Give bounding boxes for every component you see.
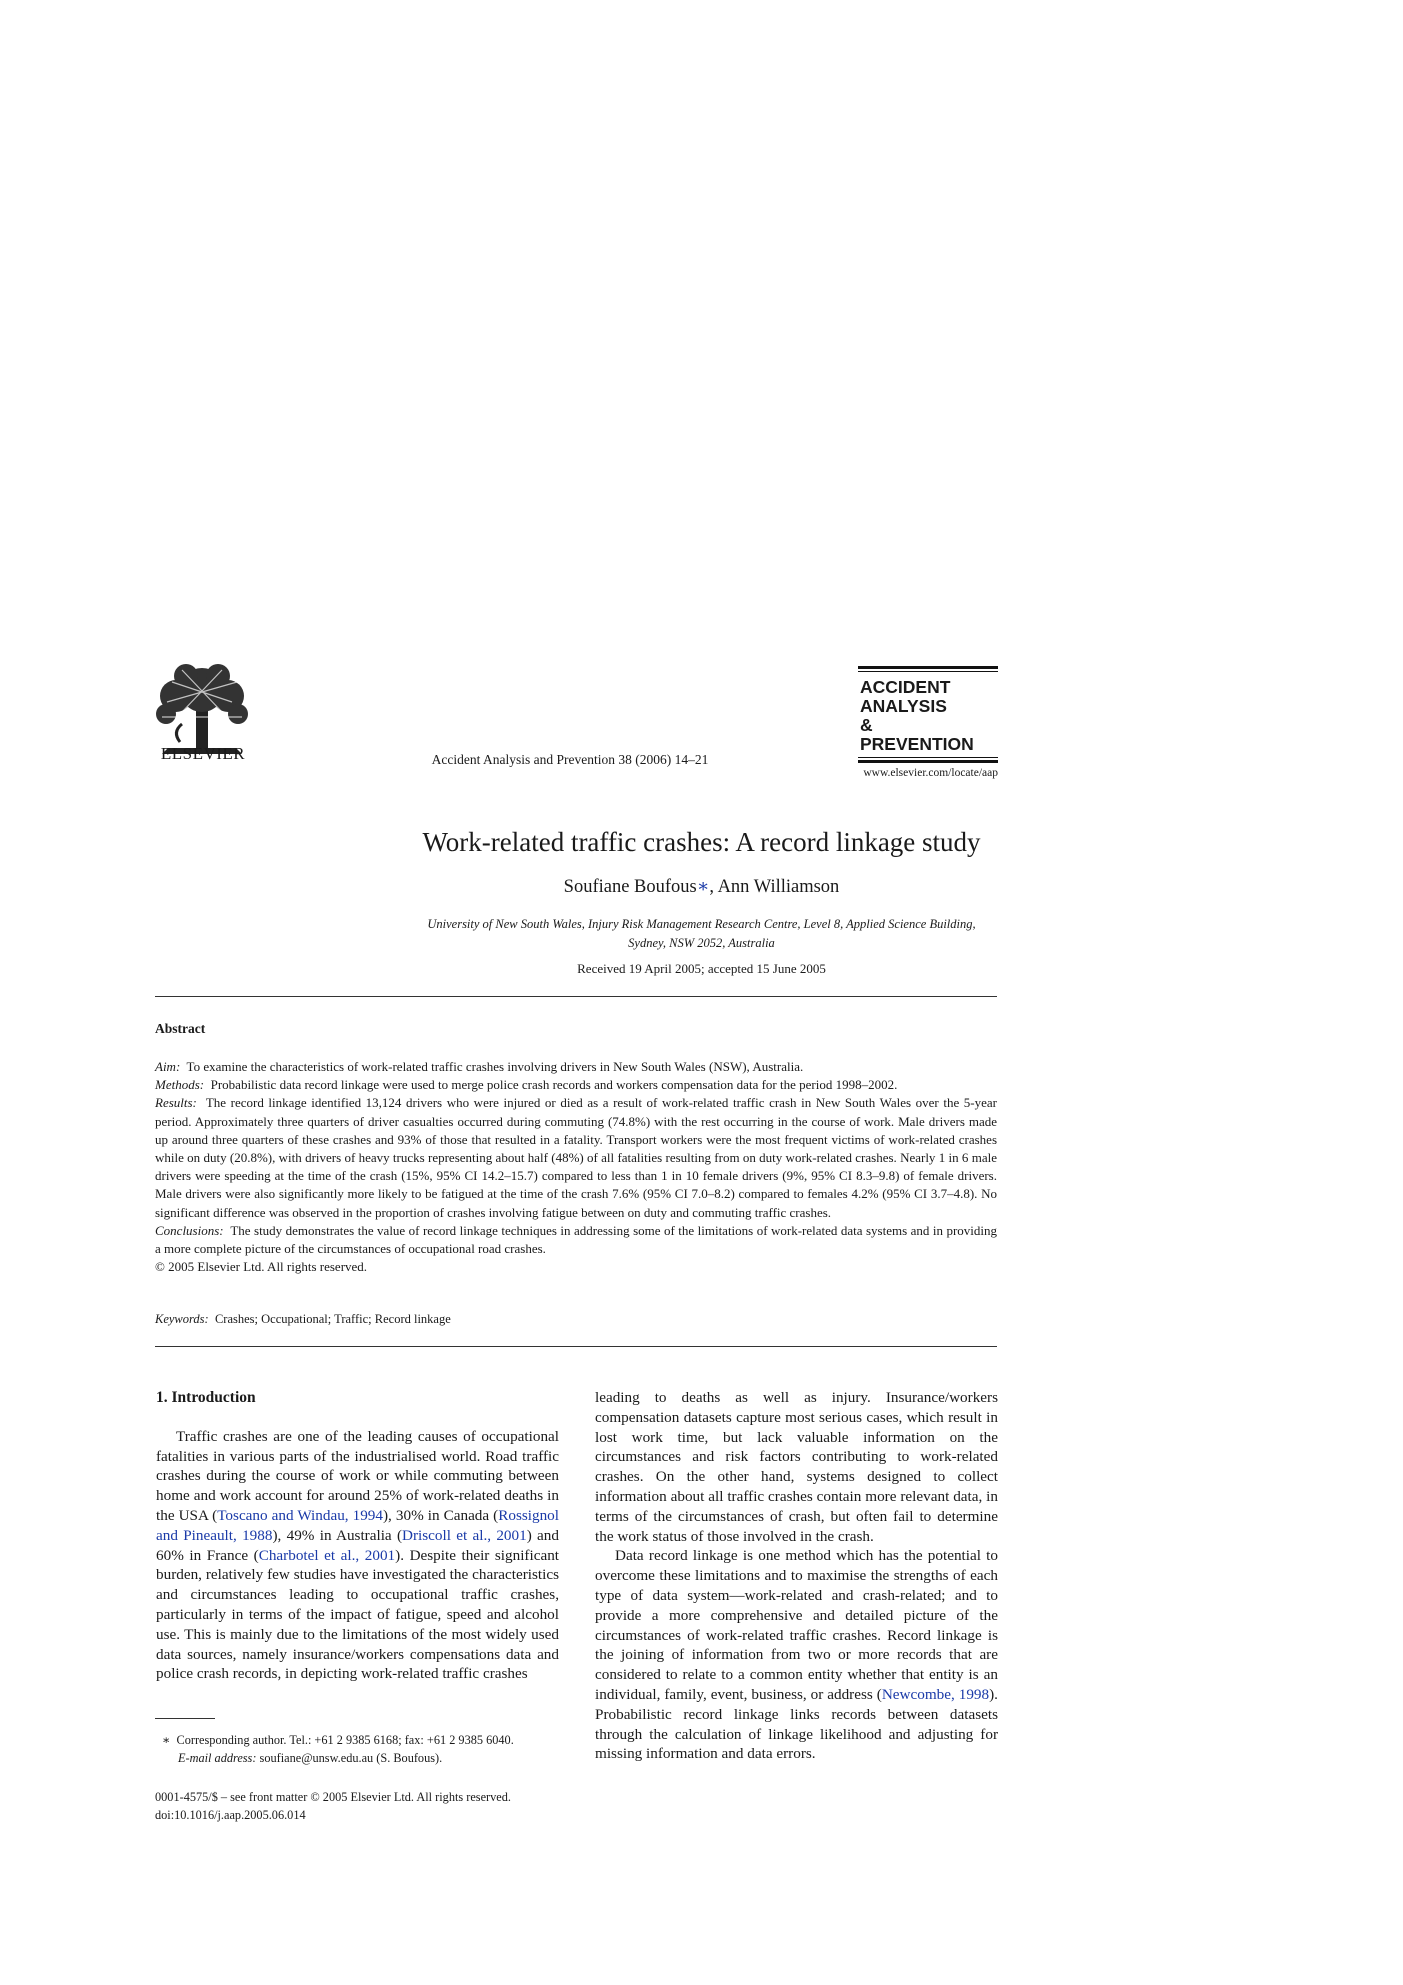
footnote [162, 1732, 582, 1767]
abstract-methods [155, 1076, 997, 1094]
keywords [155, 1312, 997, 1327]
author-list [200, 876, 1203, 898]
abstract-text: The record linkage identified 13,124 drivers who were injured or died as a result of work-related traffic crash in New South Wales over the 5-year period. Approximately three quarters of driver casualties occurred during commuting (74.8%) with the rest occurring in the course of work. Male drivers made up around three quarters of these crashes and 93% of those that resulted in a fatality. Transport workers were the most frequent victims of work-related crashes while on duty (20.8%), with drivers of heavy trucks representing about half (48%) of all fatalities resulting from on duty work-related crashes. Nearly 1 in 6 male drivers were speeding at the time of the crash (15%, 95% CI 14.2–15.7) compared to less than 1 in 10 female drivers (9%, 95% CI 8.3–9.8) of female drivers. Male drivers were also significantly more likely to be fatigued at the time of the crash 7.6% (95% CI 7.0–8.2) compared to females 4.2% (95% CI 3.7–4.8). No significant difference was observed in the proportion of crashes involving fatigue between on duty and commuting traffic crashes. [155, 1095, 998, 1220]
paragraph-text: Data record linkage is one method which has the potential to overcome these limitations and to maximise the strengths of each type of data system—work-related and crash-related; and to provide a more comprehensive and detailed picture of the circumstances of work-related traffic crashes. Record linkage is the joining of information from two or more records that are considered to relate to a common entity whether that entity is an individual, family, event, business, or address ( [595, 1547, 998, 1703]
paragraph-text: ). Despite their significant burden, relatively few studies have investigated the characteristics and circumstances leading to occupational traffic crashes, particularly in terms of the impact of fatigue, speed and alcohol use. This is mainly due to the limitations of the most widely used data sources, namely insurance/workers compensations data and police crash records, in depicting work-related traffic crashes [156, 1546, 560, 1683]
received-dates: Received 19 April 2005; accepted 15 June 2005 [577, 961, 826, 976]
brand-line-1: ACCIDENT [860, 677, 951, 697]
paragraph-text: ). Probabilistic record linkage links records between datasets through the calculation of linkage likelihood and adjusting for missing information and data errors. [595, 1685, 998, 1763]
abstract-text: The study demonstrates the value of record linkage techniques in addressing some of the limitations of work-related data systems and in providing a more complete picture of the circumstances of occupational road crashes. [155, 1222, 997, 1257]
journal-url[interactable]: www.elsevier.com/locate/aap [863, 767, 998, 779]
author-name: , Ann Williamson [709, 877, 840, 897]
abstract-aim [155, 1058, 997, 1076]
abstract-text: Probabilistic data record linkage were used to merge police crash records and workers compensation data for the period 1998–2002. [210, 1077, 898, 1093]
email-label: E-mail address: [178, 1750, 257, 1765]
email-address[interactable]: soufiane@unsw.edu.au (S. Boufous). [259, 1750, 443, 1765]
right-column [595, 1388, 998, 1764]
abstract-label: Results: [155, 1095, 197, 1111]
brand-rule-top-thin [858, 671, 998, 672]
abstract-results [155, 1094, 997, 1221]
abstract-body [155, 1058, 997, 1276]
publisher-name: ELSEVIER [160, 744, 246, 763]
abstract-copyright: © 2005 Elsevier Ltd. All rights reserved. [155, 1259, 368, 1275]
abstract-heading: Abstract [155, 1021, 206, 1036]
brand-line-2: ANALYSIS [860, 696, 947, 716]
issn-line: 0001-4575/$ – see front matter © 2005 Elsevier Ltd. All rights reserved. [155, 1790, 511, 1804]
abstract-label: Aim: [155, 1059, 181, 1074]
left-column [156, 1388, 559, 1684]
paragraph: leading to deaths as well as injury. Insurance/workers compensation datasets capture most serious cases, which result in lost work time, but lack valuable information on the circumstances and risk factors contributing to work-related crashes. On the other hand, systems designed to collect information about all traffic crashes contain more relevant data, in terms of the circumstances of crash, but often fail to determine the work status of those involved in the crash. [595, 1389, 998, 1545]
footnote-line [162, 1732, 582, 1750]
article-title: Work-related traffic crashes: A record linkage study [422, 827, 981, 857]
keywords-label: Keywords: [155, 1312, 209, 1326]
section-heading: 1. Introduction [156, 1389, 256, 1406]
footnote-divider [155, 1718, 215, 1719]
paragraph-text: Traffic crashes are one of the leading causes of occupational fatalities in various parts of the industrialised world. Road traffic crashes during the course of work or while commuting between home and work account for around 25% of work-related deaths in the USA ( [156, 1427, 559, 1524]
brand-rule-top [858, 666, 998, 669]
citation-link[interactable]: Driscoll et al., 2001 [402, 1526, 527, 1544]
corresponding-author-note: Corresponding author. Tel.: +61 2 9385 6168; fax: +61 2 9385 6040. [176, 1733, 514, 1747]
journal-brand [858, 666, 998, 765]
paragraph-text: ) and 60% in France ( [156, 1526, 559, 1564]
journal-brand-title [858, 674, 998, 757]
brand-rule-bottom-thin [858, 757, 998, 758]
divider [155, 996, 997, 997]
footnote-line [162, 1750, 582, 1768]
citation-link[interactable]: Newcombe, 1998 [881, 1685, 990, 1703]
abstract-label: Methods: [155, 1077, 205, 1093]
author-name: Soufiane Boufous [563, 877, 697, 897]
citation-link[interactable]: Rossignol and Pineault, 1988 [156, 1506, 559, 1544]
affiliation [200, 915, 1203, 953]
brand-line-4: PREVENTION [860, 734, 974, 754]
footnote-mark: ∗ [162, 1733, 171, 1747]
paragraph-text: ), 30% in Canada ( [383, 1506, 499, 1524]
paragraph [595, 1546, 998, 1764]
citation-link[interactable]: Toscano and Windau, 1994 [217, 1506, 383, 1524]
brand-rule-bottom [858, 760, 998, 763]
abstract-text: To examine the characteristics of work-related traffic crashes involving drivers in New South Wales (NSW), Australia. [186, 1059, 804, 1074]
brand-line-3: & [860, 715, 873, 735]
affiliation-line: University of New South Wales, Injury Risk Management Research Centre, Level 8, Applied Science Building, [427, 917, 976, 931]
abstract-label: Conclusions: [155, 1222, 224, 1238]
corresponding-author-mark[interactable]: ∗ [696, 877, 710, 897]
paragraph-text: ), 49% in Australia ( [272, 1526, 403, 1544]
abstract-conclusions [155, 1222, 997, 1258]
doi-line[interactable]: doi:10.1016/j.aap.2005.06.014 [155, 1808, 306, 1822]
keywords-text: Crashes; Occupational; Traffic; Record linkage [214, 1312, 451, 1326]
citation-link[interactable]: Charbotel et al., 2001 [258, 1546, 396, 1564]
journal-citation: Accident Analysis and Prevention 38 (2006) 14–21 [431, 752, 709, 767]
divider [155, 1346, 997, 1347]
front-matter [155, 1788, 615, 1824]
paragraph [156, 1427, 559, 1684]
affiliation-line: Sydney, NSW 2052, Australia [628, 936, 775, 950]
